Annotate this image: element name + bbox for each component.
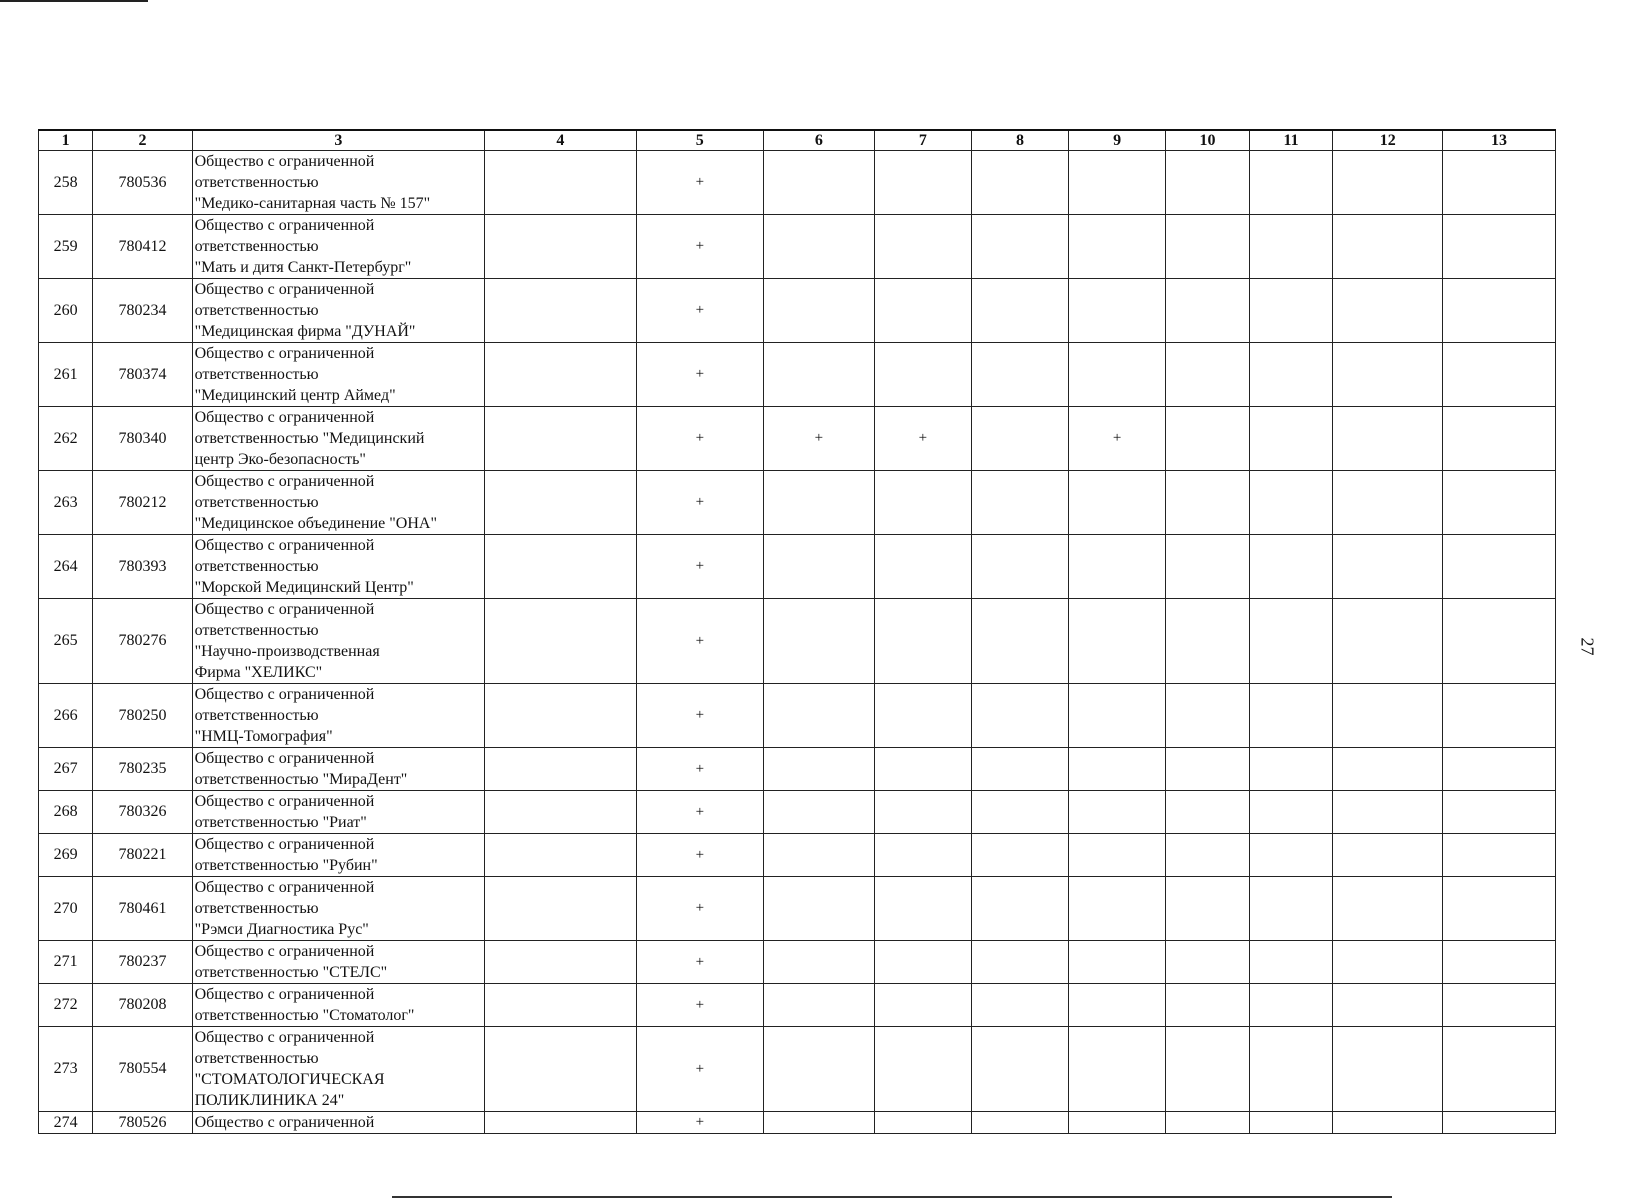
mark-cell-col-8 xyxy=(971,279,1068,343)
row-number: 268 xyxy=(39,791,93,834)
mark-cell-col-7 xyxy=(874,215,971,279)
mark-cell-col-13 xyxy=(1443,279,1556,343)
mark-cell-col-6 xyxy=(764,877,875,941)
row-number: 258 xyxy=(39,151,93,215)
mark-cell-col-6 xyxy=(764,748,875,791)
mark-cell-col-6 xyxy=(764,834,875,877)
table-row xyxy=(39,471,1556,535)
mark-cell-col-5: + xyxy=(636,535,763,599)
mark-cell-col-12 xyxy=(1333,684,1443,748)
mark-cell-col-13 xyxy=(1443,151,1556,215)
table-row xyxy=(39,599,1556,684)
mark-cell-col-7 xyxy=(874,791,971,834)
organization-name: Общество с ограниченной ответственностью "НМЦ-Томография" xyxy=(192,684,485,748)
row-number: 266 xyxy=(39,684,93,748)
mark-cell-col-13 xyxy=(1443,834,1556,877)
mark-cell-col-11 xyxy=(1249,407,1333,471)
mark-cell-col-11 xyxy=(1249,279,1333,343)
mark-cell-col-7 xyxy=(874,599,971,684)
mark-cell-col-13 xyxy=(1443,535,1556,599)
register-table-body xyxy=(39,151,1556,1134)
row-number: 271 xyxy=(39,941,93,984)
organization-name: Общество с ограниченной ответственностью "Медицинская фирма "ДУНАЙ" xyxy=(192,279,485,343)
mark-cell-col-10 xyxy=(1166,215,1250,279)
mark-cell-col-9 xyxy=(1069,834,1166,877)
mark-cell-col-12 xyxy=(1333,1112,1443,1134)
mark-cell-col-13 xyxy=(1443,343,1556,407)
registry-code: 780461 xyxy=(93,877,192,941)
mark-cell-col-9 xyxy=(1069,535,1166,599)
table-row xyxy=(39,1112,1556,1134)
table-row xyxy=(39,877,1556,941)
mark-cell-col-5: + xyxy=(636,984,763,1027)
mark-cell-col-7 xyxy=(874,343,971,407)
registry-code: 780212 xyxy=(93,471,192,535)
registry-code: 780221 xyxy=(93,834,192,877)
mark-cell-col-7 xyxy=(874,748,971,791)
row-number: 263 xyxy=(39,471,93,535)
table-row xyxy=(39,791,1556,834)
mark-cell-col-5: + xyxy=(636,791,763,834)
table-row xyxy=(39,343,1556,407)
row-number: 274 xyxy=(39,1112,93,1134)
mark-cell-col-11 xyxy=(1249,684,1333,748)
mark-cell-col-8 xyxy=(971,215,1068,279)
mark-cell-col-6 xyxy=(764,215,875,279)
mark-cell-col-13 xyxy=(1443,791,1556,834)
mark-cell-col-12 xyxy=(1333,834,1443,877)
mark-cell-col-6: + xyxy=(764,407,875,471)
mark-cell-col-10 xyxy=(1166,1112,1250,1134)
organization-name: Общество с ограниченной ответственностью "Рубин" xyxy=(192,834,485,877)
mark-cell-col-8 xyxy=(971,748,1068,791)
mark-cell-col-10 xyxy=(1166,343,1250,407)
column-header: 7 xyxy=(874,130,971,151)
mark-cell-col-9 xyxy=(1069,941,1166,984)
register-table xyxy=(38,129,1556,1134)
mark-cell-col-6 xyxy=(764,343,875,407)
mark-cell-col-11 xyxy=(1249,151,1333,215)
row-number: 260 xyxy=(39,279,93,343)
mark-cell-col-13 xyxy=(1443,877,1556,941)
registry-code: 780340 xyxy=(93,407,192,471)
mark-cell-col-12 xyxy=(1333,151,1443,215)
mark-cell-col-6 xyxy=(764,279,875,343)
organization-name: Общество с ограниченной ответственностью "СТЕЛС" xyxy=(192,941,485,984)
mark-cell-col-6 xyxy=(764,791,875,834)
column-header: 13 xyxy=(1443,130,1556,151)
column-header: 10 xyxy=(1166,130,1250,151)
mark-cell-col-4 xyxy=(485,1112,636,1134)
mark-cell-col-8 xyxy=(971,791,1068,834)
mark-cell-col-4 xyxy=(485,599,636,684)
mark-cell-col-9 xyxy=(1069,1027,1166,1112)
mark-cell-col-12 xyxy=(1333,279,1443,343)
row-number: 264 xyxy=(39,535,93,599)
mark-cell-col-7 xyxy=(874,984,971,1027)
mark-cell-col-11 xyxy=(1249,748,1333,791)
mark-cell-col-5: + xyxy=(636,877,763,941)
mark-cell-col-13 xyxy=(1443,599,1556,684)
organization-name: Общество с ограниченной ответственностью "Морской Медицинский Центр" xyxy=(192,535,485,599)
organization-name: Общество с ограниченной ответственностью "Рэмси Диагностика Рус" xyxy=(192,877,485,941)
organization-name: Общество с ограниченной ответственностью "Медицинский центр Эко-безопасность" xyxy=(192,407,485,471)
table-row xyxy=(39,834,1556,877)
mark-cell-col-11 xyxy=(1249,941,1333,984)
mark-cell-col-4 xyxy=(485,471,636,535)
mark-cell-col-7 xyxy=(874,279,971,343)
mark-cell-col-12 xyxy=(1333,599,1443,684)
mark-cell-col-5: + xyxy=(636,1112,763,1134)
mark-cell-col-12 xyxy=(1333,748,1443,791)
mark-cell-col-4 xyxy=(485,215,636,279)
mark-cell-col-4 xyxy=(485,834,636,877)
row-number: 267 xyxy=(39,748,93,791)
mark-cell-col-11 xyxy=(1249,791,1333,834)
mark-cell-col-4 xyxy=(485,151,636,215)
organization-name: Общество с ограниченной ответственностью "Стоматолог" xyxy=(192,984,485,1027)
mark-cell-col-10 xyxy=(1166,535,1250,599)
mark-cell-col-5: + xyxy=(636,941,763,984)
mark-cell-col-8 xyxy=(971,471,1068,535)
mark-cell-col-9 xyxy=(1069,1112,1166,1134)
mark-cell-col-11 xyxy=(1249,1112,1333,1134)
mark-cell-col-6 xyxy=(764,535,875,599)
mark-cell-col-4 xyxy=(485,748,636,791)
mark-cell-col-5: + xyxy=(636,343,763,407)
mark-cell-col-9 xyxy=(1069,343,1166,407)
mark-cell-col-8 xyxy=(971,984,1068,1027)
mark-cell-col-4 xyxy=(485,941,636,984)
mark-cell-col-6 xyxy=(764,684,875,748)
mark-cell-col-8 xyxy=(971,1112,1068,1134)
column-header: 11 xyxy=(1249,130,1333,151)
mark-cell-col-8 xyxy=(971,877,1068,941)
mark-cell-col-5: + xyxy=(636,599,763,684)
mark-cell-col-13 xyxy=(1443,215,1556,279)
column-header: 1 xyxy=(39,130,93,151)
mark-cell-col-12 xyxy=(1333,535,1443,599)
organization-name: Общество с ограниченной ответственностью "Научно-производственная Фирма "ХЕЛИКС" xyxy=(192,599,485,684)
mark-cell-col-6 xyxy=(764,471,875,535)
mark-cell-col-9 xyxy=(1069,684,1166,748)
mark-cell-col-13 xyxy=(1443,748,1556,791)
column-header: 8 xyxy=(971,130,1068,151)
organization-name: Общество с ограниченной ответственностью "МираДент" xyxy=(192,748,485,791)
mark-cell-col-12 xyxy=(1333,343,1443,407)
mark-cell-col-8 xyxy=(971,834,1068,877)
column-header: 5 xyxy=(636,130,763,151)
mark-cell-col-7 xyxy=(874,684,971,748)
mark-cell-col-5: + xyxy=(636,471,763,535)
mark-cell-col-11 xyxy=(1249,984,1333,1027)
mark-cell-col-10 xyxy=(1166,791,1250,834)
mark-cell-col-13 xyxy=(1443,407,1556,471)
registry-code: 780237 xyxy=(93,941,192,984)
table-row xyxy=(39,684,1556,748)
row-number: 272 xyxy=(39,984,93,1027)
scan-edge-mark xyxy=(0,0,148,2)
row-number: 259 xyxy=(39,215,93,279)
mark-cell-col-9 xyxy=(1069,877,1166,941)
mark-cell-col-4 xyxy=(485,877,636,941)
mark-cell-col-8 xyxy=(971,407,1068,471)
mark-cell-col-12 xyxy=(1333,1027,1443,1112)
mark-cell-col-11 xyxy=(1249,215,1333,279)
mark-cell-col-7: + xyxy=(874,407,971,471)
mark-cell-col-12 xyxy=(1333,941,1443,984)
table-row xyxy=(39,279,1556,343)
mark-cell-col-8 xyxy=(971,599,1068,684)
mark-cell-col-7 xyxy=(874,535,971,599)
mark-cell-col-6 xyxy=(764,151,875,215)
mark-cell-col-11 xyxy=(1249,535,1333,599)
mark-cell-col-5: + xyxy=(636,684,763,748)
mark-cell-col-11 xyxy=(1249,1027,1333,1112)
mark-cell-col-6 xyxy=(764,984,875,1027)
mark-cell-col-4 xyxy=(485,535,636,599)
mark-cell-col-4 xyxy=(485,984,636,1027)
registry-code: 780276 xyxy=(93,599,192,684)
organization-name: Общество с ограниченной ответственностью "Мать и дитя Санкт-Петербург" xyxy=(192,215,485,279)
row-number: 273 xyxy=(39,1027,93,1112)
mark-cell-col-10 xyxy=(1166,407,1250,471)
mark-cell-col-7 xyxy=(874,471,971,535)
mark-cell-col-9 xyxy=(1069,151,1166,215)
mark-cell-col-12 xyxy=(1333,215,1443,279)
column-header: 4 xyxy=(485,130,636,151)
mark-cell-col-11 xyxy=(1249,877,1333,941)
registry-code: 780326 xyxy=(93,791,192,834)
registry-code: 780526 xyxy=(93,1112,192,1134)
mark-cell-col-11 xyxy=(1249,834,1333,877)
mark-cell-col-4 xyxy=(485,343,636,407)
registry-code: 780250 xyxy=(93,684,192,748)
column-header: 2 xyxy=(93,130,192,151)
registry-code: 780374 xyxy=(93,343,192,407)
mark-cell-col-9 xyxy=(1069,279,1166,343)
mark-cell-col-9 xyxy=(1069,748,1166,791)
mark-cell-col-9 xyxy=(1069,215,1166,279)
organization-name: Общество с ограниченной ответственностью "Риат" xyxy=(192,791,485,834)
mark-cell-col-8 xyxy=(971,941,1068,984)
mark-cell-col-10 xyxy=(1166,834,1250,877)
mark-cell-col-4 xyxy=(485,279,636,343)
organization-name: Общество с ограниченной ответственностью "Медико-санитарная часть № 157" xyxy=(192,151,485,215)
page-number: 27 xyxy=(1577,637,1598,656)
mark-cell-col-8 xyxy=(971,343,1068,407)
mark-cell-col-12 xyxy=(1333,471,1443,535)
mark-cell-col-8 xyxy=(971,151,1068,215)
mark-cell-col-11 xyxy=(1249,343,1333,407)
registry-code: 780536 xyxy=(93,151,192,215)
table-row xyxy=(39,151,1556,215)
mark-cell-col-13 xyxy=(1443,684,1556,748)
column-header: 9 xyxy=(1069,130,1166,151)
column-number-header-row xyxy=(39,130,1556,151)
mark-cell-col-10 xyxy=(1166,151,1250,215)
mark-cell-col-9 xyxy=(1069,984,1166,1027)
mark-cell-col-10 xyxy=(1166,984,1250,1027)
table-row xyxy=(39,535,1556,599)
registry-code: 780235 xyxy=(93,748,192,791)
mark-cell-col-4 xyxy=(485,791,636,834)
mark-cell-col-7 xyxy=(874,1027,971,1112)
mark-cell-col-5: + xyxy=(636,834,763,877)
table-row xyxy=(39,941,1556,984)
mark-cell-col-10 xyxy=(1166,599,1250,684)
organization-name: Общество с ограниченной xyxy=(192,1112,485,1134)
mark-cell-col-10 xyxy=(1166,1027,1250,1112)
table-row xyxy=(39,407,1556,471)
mark-cell-col-13 xyxy=(1443,984,1556,1027)
row-number: 270 xyxy=(39,877,93,941)
mark-cell-col-5: + xyxy=(636,279,763,343)
mark-cell-col-9 xyxy=(1069,791,1166,834)
mark-cell-col-4 xyxy=(485,407,636,471)
mark-cell-col-7 xyxy=(874,1112,971,1134)
registry-code: 780393 xyxy=(93,535,192,599)
table-row xyxy=(39,1027,1556,1112)
mark-cell-col-12 xyxy=(1333,791,1443,834)
mark-cell-col-6 xyxy=(764,941,875,984)
registry-code: 780208 xyxy=(93,984,192,1027)
row-number: 261 xyxy=(39,343,93,407)
mark-cell-col-12 xyxy=(1333,407,1443,471)
organization-name: Общество с ограниченной ответственностью "Медицинское объединение "ОНА" xyxy=(192,471,485,535)
table-row xyxy=(39,984,1556,1027)
mark-cell-col-8 xyxy=(971,1027,1068,1112)
mark-cell-col-10 xyxy=(1166,279,1250,343)
mark-cell-col-8 xyxy=(971,535,1068,599)
mark-cell-col-4 xyxy=(485,1027,636,1112)
mark-cell-col-5: + xyxy=(636,407,763,471)
mark-cell-col-6 xyxy=(764,1027,875,1112)
mark-cell-col-12 xyxy=(1333,984,1443,1027)
mark-cell-col-11 xyxy=(1249,471,1333,535)
mark-cell-col-8 xyxy=(971,684,1068,748)
mark-cell-col-10 xyxy=(1166,684,1250,748)
mark-cell-col-5: + xyxy=(636,748,763,791)
column-header: 6 xyxy=(764,130,875,151)
registry-code: 780554 xyxy=(93,1027,192,1112)
mark-cell-col-11 xyxy=(1249,599,1333,684)
mark-cell-col-6 xyxy=(764,1112,875,1134)
registry-code: 780234 xyxy=(93,279,192,343)
mark-cell-col-12 xyxy=(1333,877,1443,941)
organization-name: Общество с ограниченной ответственностью "Медицинский центр Аймед" xyxy=(192,343,485,407)
mark-cell-col-13 xyxy=(1443,941,1556,984)
mark-cell-col-10 xyxy=(1166,877,1250,941)
table-row xyxy=(39,748,1556,791)
registry-code: 780412 xyxy=(93,215,192,279)
mark-cell-col-9: + xyxy=(1069,407,1166,471)
mark-cell-col-13 xyxy=(1443,1027,1556,1112)
mark-cell-col-9 xyxy=(1069,599,1166,684)
mark-cell-col-4 xyxy=(485,684,636,748)
column-header: 12 xyxy=(1333,130,1443,151)
mark-cell-col-7 xyxy=(874,834,971,877)
mark-cell-col-10 xyxy=(1166,941,1250,984)
mark-cell-col-7 xyxy=(874,151,971,215)
row-number: 269 xyxy=(39,834,93,877)
row-number: 265 xyxy=(39,599,93,684)
mark-cell-col-7 xyxy=(874,941,971,984)
scan-edge-mark xyxy=(392,1196,1392,1198)
mark-cell-col-5: + xyxy=(636,215,763,279)
column-header: 3 xyxy=(192,130,485,151)
mark-cell-col-13 xyxy=(1443,471,1556,535)
mark-cell-col-7 xyxy=(874,877,971,941)
organization-name: Общество с ограниченной ответственностью "СТОМАТОЛОГИЧЕСКАЯ ПОЛИКЛИНИКА 24" xyxy=(192,1027,485,1112)
mark-cell-col-10 xyxy=(1166,471,1250,535)
table-row xyxy=(39,215,1556,279)
mark-cell-col-10 xyxy=(1166,748,1250,791)
mark-cell-col-5: + xyxy=(636,1027,763,1112)
mark-cell-col-6 xyxy=(764,599,875,684)
mark-cell-col-13 xyxy=(1443,1112,1556,1134)
row-number: 262 xyxy=(39,407,93,471)
mark-cell-col-9 xyxy=(1069,471,1166,535)
mark-cell-col-5: + xyxy=(636,151,763,215)
